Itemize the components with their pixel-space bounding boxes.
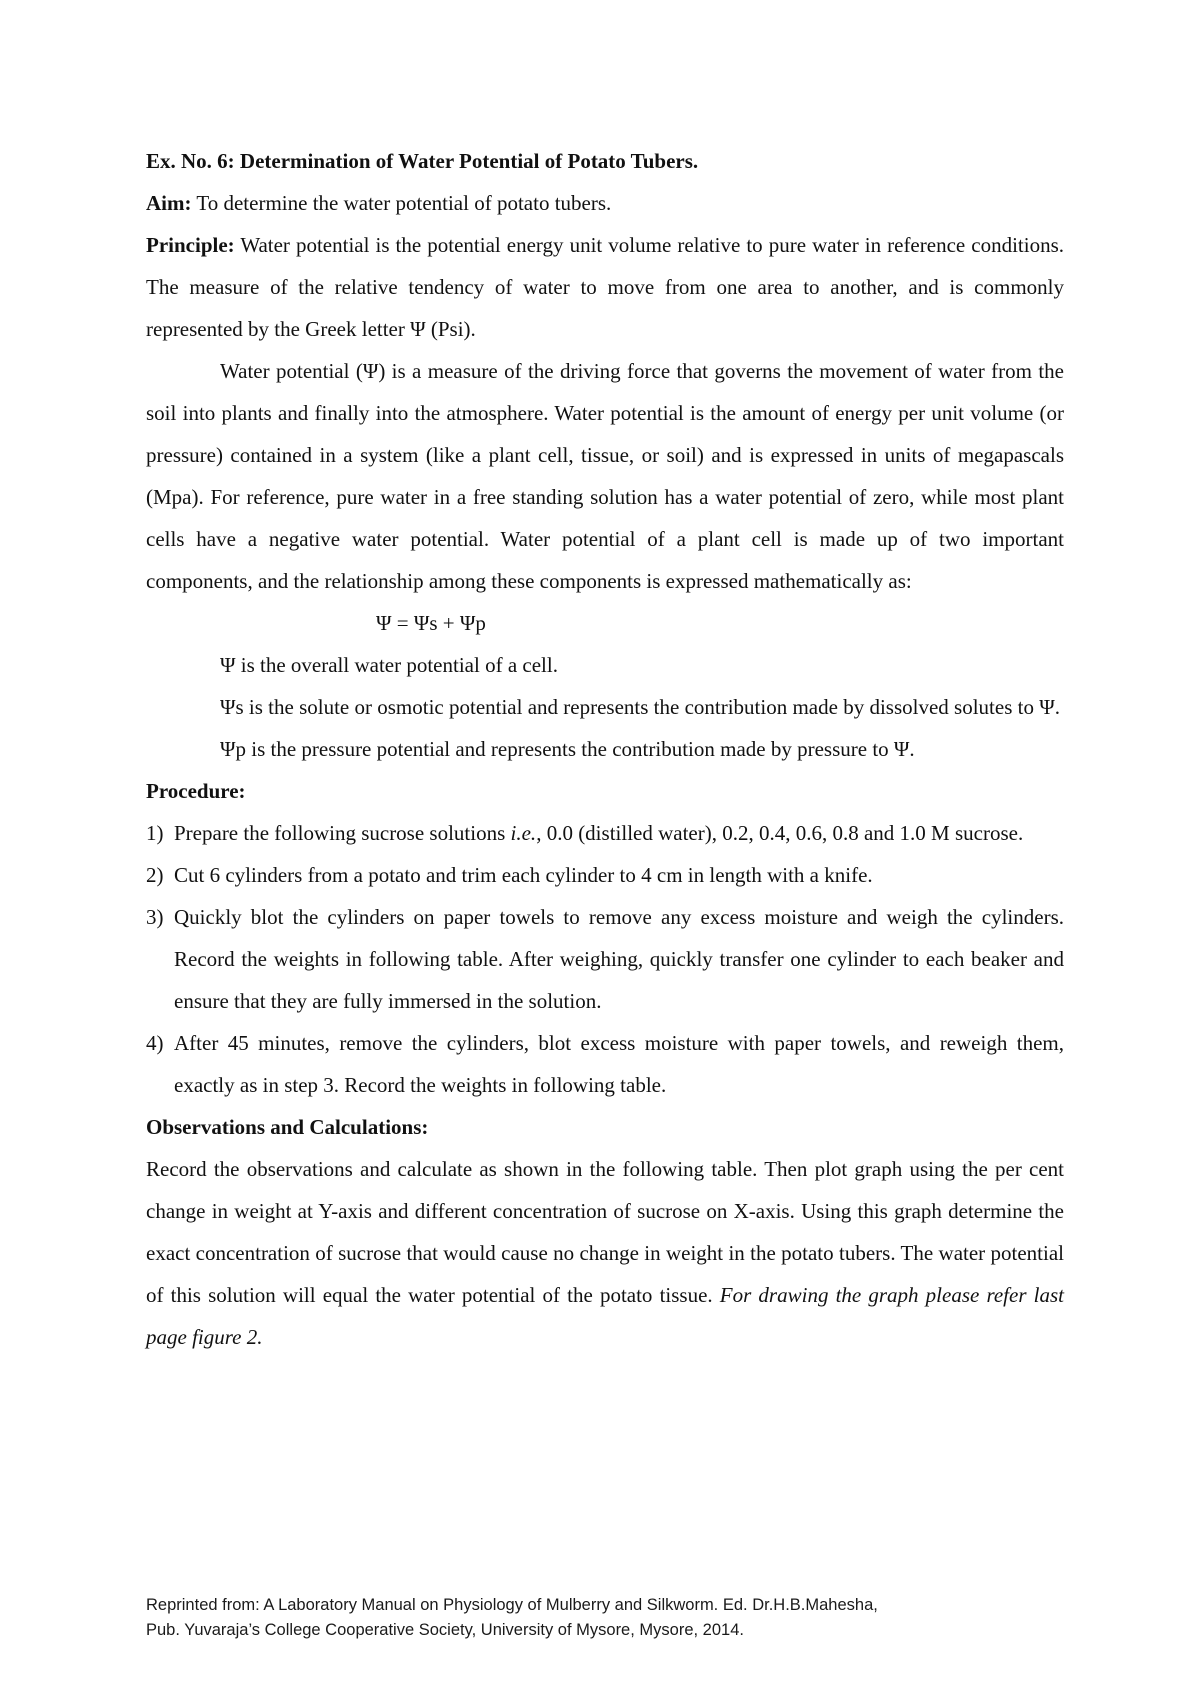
procedure-list [146, 812, 1064, 1106]
definition-psi-s: Ψs is the solute or osmotic potential and represents the contribution made by dissolved solutes to Ψ. [220, 695, 1060, 719]
step-number: 3) [146, 905, 164, 929]
step-text-ie: i.e. [510, 821, 537, 845]
step-text: Quickly blot the cylinders on paper towels to remove any excess moisture and weigh the cylinders. Record the weights in following table. After weighing, quickly transfer one cylinder to each beaker and ensure that they are fully immersed in the solution. [174, 905, 1064, 1013]
aim-paragraph [146, 182, 1064, 224]
principle-text: Water potential is the potential energy unit volume relative to pure water in reference conditions. The measure of the relative tendency of water to move from one area to another, and is commonly represented by the Greek letter Ψ (Psi). [146, 233, 1064, 341]
step-number: 2) [146, 863, 164, 887]
graph-reference-note: For drawing the graph please refer last page figure 2. [146, 1283, 1064, 1349]
aim-label: Aim: [146, 191, 192, 215]
definition-psi: Ψ is the overall water potential of a cell. [220, 653, 558, 677]
step-number: 4) [146, 1031, 164, 1055]
document-body [146, 140, 1064, 1358]
step-text-pre: Prepare the following sucrose solutions [174, 821, 511, 845]
principle-label: Principle: [146, 233, 235, 257]
water-potential-paragraph: Water potential (Ψ) is a measure of the driving force that governs the movement of water from the soil into plants and finally into the atmosphere. Water potential is the amount of energy per unit volume (or pressure) contained in a system (like a plant cell, tissue, or soil) and is expressed in units of megapascals (Mpa). For reference, pure water in a free standing solution has a water potential of zero, while most plant cells have a negative water potential. Water potential of a plant cell is made up of two important components, and the relationship among these components is expressed mathematically as: [146, 359, 1064, 593]
footer-citation [146, 1593, 1064, 1643]
page-title: Ex. No. 6: Determination of Water Potential of Potato Tubers. [146, 149, 699, 173]
water-potential-equation: Ψ = Ψs + Ψp [376, 611, 486, 635]
step-text: Cut 6 cylinders from a potato and trim each cylinder to 4 cm in length with a knife. [174, 863, 873, 887]
procedure-step-1 [146, 812, 1064, 854]
procedure-step-2 [146, 854, 1064, 896]
footer-line-1: Reprinted from: A Laboratory Manual on Physiology of Mulberry and Silkworm. Ed. Dr.H.B.Mahesha, [146, 1596, 878, 1614]
observations-text: Record the observations and calculate as shown in the following table. Then plot graph using the per cent change in weight at Y-axis and different concentration of sucrose on X-axis. Using this graph determine the exact concentration of sucrose that would cause no change in weight in the potato tubers. The water potential of this solution will equal the water potential of the potato tissue. [146, 1157, 1064, 1307]
step-text: After 45 minutes, remove the cylinders, blot excess moisture with paper towels, and reweigh them, exactly as in step 3. Record the weights in following table. [174, 1031, 1064, 1097]
procedure-heading: Procedure: [146, 779, 246, 803]
procedure-step-4 [146, 1022, 1064, 1106]
procedure-step-3 [146, 896, 1064, 1022]
step-number: 1) [146, 821, 164, 845]
footer-line-2: Pub. Yuvaraja’s College Cooperative Society, University of Mysore, Mysore, 2014. [146, 1621, 744, 1639]
principle-paragraph [146, 224, 1064, 350]
observations-paragraph [146, 1148, 1064, 1358]
step-text-post: , 0.0 (distilled water), 0.2, 0.4, 0.6, 0.8 and 1.0 M sucrose. [536, 821, 1024, 845]
observations-heading: Observations and Calculations: [146, 1115, 429, 1139]
aim-text: To determine the water potential of potato tubers. [191, 191, 612, 215]
definition-psi-p: Ψp is the pressure potential and represents the contribution made by pressure to Ψ. [220, 737, 915, 761]
